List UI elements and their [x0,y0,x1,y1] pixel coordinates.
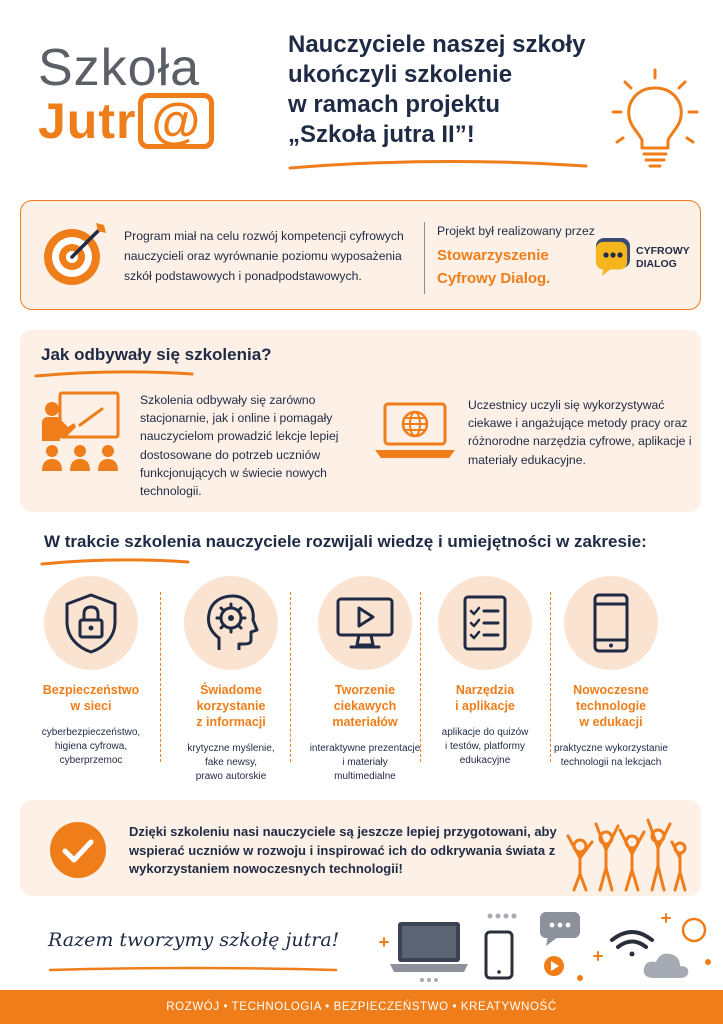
skill-title-line: Tworzenie [334,683,396,697]
skill-desc-line: interaktywne prezentacje [309,743,421,754]
trainings-text-right: Uczestnicy uczyli się wykorzystywać ciekawe i angażujące metody pracy oraz różnorodne narzędzia cyfrowe, aplikacje i materiały edukacyjne. [468,398,692,467]
skill-icon-circle [564,576,658,670]
skill-title-line: Bezpieczeństwo [42,683,140,697]
title-line-1: Nauczyciele naszej szkoły [288,31,586,58]
skill-desc-line: prawo autorskie [195,771,267,782]
skill-item-materials [306,576,424,784]
skill-description [32,726,150,768]
partner-logo-line-2: DIALOG [636,258,677,270]
skill-title-line: technologie [575,699,647,713]
title-underline [288,158,588,172]
checklist-icon [461,593,509,653]
title-line-3: w ramach projektu [288,91,501,118]
target-icon [38,217,112,291]
skill-icon-circle [184,576,278,670]
trainings-heading-underline [34,369,194,379]
logo-at-sign: @ [138,93,214,149]
skill-icon-circle [44,576,138,670]
skills-heading-underline [40,557,190,567]
skill-title-line: ciekawych [333,699,397,713]
page-title [288,30,608,150]
laptop-icon [390,922,468,972]
summary-text: Dzięki szkoleniu nasi nauczyciele są jeszcze lepiej przygotowani, aby wspierać uczniów w rozwoju i inspirować ich do odkrywania świata z wykorzystaniem nowoczesnych technologii! [129,824,557,876]
shield-lock-icon [63,592,119,654]
play-button-icon [544,956,564,976]
skill-desc-line: technologii na lekcjach [560,757,662,768]
card-divider [424,222,425,294]
slogan: Razem tworzymy szkołę jutra! [48,929,340,951]
organization-name [437,244,550,290]
footer-bar: ROZWÓJ • TECHNOLOGIA • BEZPIECZEŃSTWO • KREATYWNOŚĆ [0,990,723,1024]
skill-title-line: Nowoczesne [573,683,649,697]
trainings-heading: Jak odbywały się szkolenia? [41,345,272,364]
chat-bubble-logo-icon [594,236,634,278]
skill-title [306,682,424,730]
partner-logo-text [636,245,690,271]
column-separator [290,592,291,762]
skill-desc-line: higiena cyfrowa, [54,741,128,752]
skill-item-security [32,576,150,768]
decorative-circle [683,919,705,941]
tablet-icon [591,592,631,654]
skill-title-line: materiałów [332,715,398,729]
phone-icon [486,932,512,978]
skill-title-line: korzystanie [196,699,266,713]
skill-desc-line: i testów, platformy [444,741,526,752]
skill-title [172,682,290,730]
column-separator [550,592,551,762]
skill-title-line: Świadome [200,683,262,697]
title-line-2: ukończyli szkolenie [288,61,513,88]
program-description: Program miał na celu rozwój kompetencji cyfrowych nauczycieli oraz wyrównanie poziomu wyposażenia szkół podstawowych i ponadpodstawowych. [124,229,404,283]
logo-jutr: Jutr [38,93,137,149]
title-line-4: „Szkoła jutra II”! [288,121,475,148]
check-circle-icon [49,821,107,879]
skill-description [552,742,670,770]
devices-illustration [372,906,717,986]
skill-desc-line: cyberprzemoc [59,755,123,766]
organization-line-2: Cyfrowy Dialog. [437,270,551,287]
skill-icon-circle [318,576,412,670]
skill-title [32,682,150,714]
column-separator [160,592,161,762]
skill-desc-line: edukacyjne [459,755,511,766]
logo-line-2 [38,92,214,150]
skill-icon-circle [438,576,532,670]
skill-item-information [172,576,290,784]
skills-heading: W trakcie szkolenia nauczyciele rozwijali wiedzę i umiejętności w zakresie: [44,532,647,551]
skill-desc-line: praktyczne wykorzystanie [554,743,668,754]
skill-title-line: w sieci [70,699,112,713]
skill-title [552,682,670,730]
chat-bubble-icon [540,912,580,946]
skill-desc-line: cyberbezpieczeństwo, [41,727,141,738]
trainings-text-left: Szkolenia odbywały się zarówno stacjonarnie, jak i online i pomagały nauczycielom prowadzić lekcje lepiej dostosowane do potrzeb uczniów funkcjonujących w świecie nowych technologii. [140,393,339,499]
logo-line-1: Szkoła [38,39,201,97]
skill-desc-line: aplikacje do quizów [441,727,529,738]
skill-title-line: z informacji [196,715,266,729]
monitor-play-icon [335,595,395,651]
skill-description [172,742,290,784]
teacher-board-icon [40,389,122,475]
skill-item-technology [552,576,670,770]
skill-desc-line: i materiały [342,757,388,768]
lightbulb-icon [605,62,705,172]
skill-desc-line: fake newsy, [204,757,258,768]
skill-title-line: i aplikacje [455,699,515,713]
head-gear-icon [203,592,259,654]
celebrating-people-icon [562,812,690,892]
skill-description [306,742,424,784]
skill-desc-line: krytyczne myślenie, [187,743,275,754]
slogan-underline [48,964,338,974]
laptop-globe-icon [373,398,457,462]
skill-desc-line: multimedialne [334,771,396,782]
skill-description [426,726,544,768]
realized-by-label: Projekt był realizowany przez [437,224,595,238]
column-separator [420,592,421,762]
organization-line-1: Stowarzyszenie [437,247,549,264]
cloud-icon [644,954,689,978]
partner-logo-line-1: CYFROWY [636,245,690,257]
skill-title [426,682,544,714]
skill-title-line: Narzędzia [455,683,515,697]
wifi-icon [612,932,652,957]
skill-title-line: w edukacji [579,715,643,729]
skill-item-tools [426,576,544,768]
